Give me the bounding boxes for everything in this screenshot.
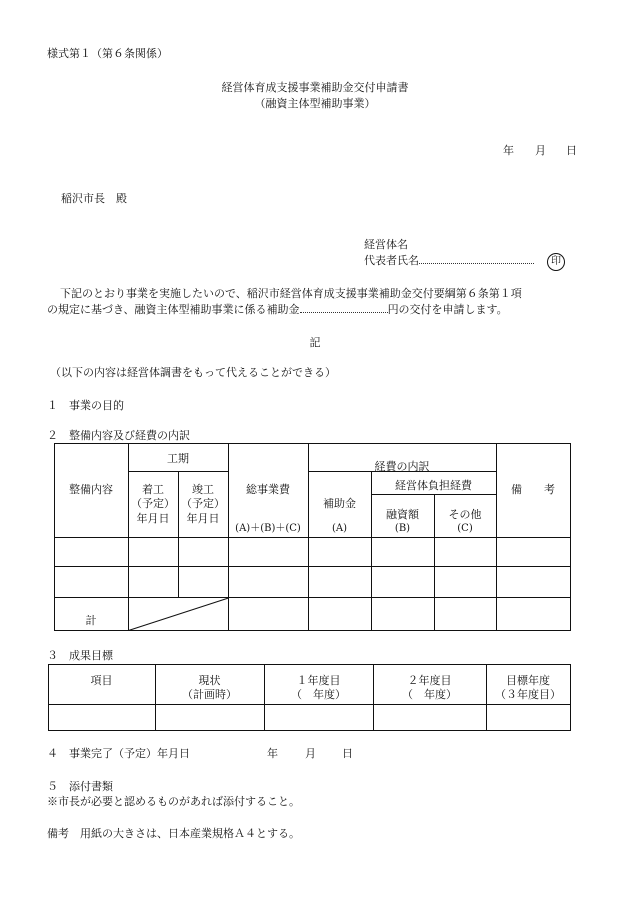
section-5-note: ※市長が必要と認めるものがあれば添付すること。	[47, 795, 300, 808]
document-title: 経営体育成支援事業補助金交付申請書	[221, 81, 409, 94]
header-target	[486, 674, 570, 703]
section-4-heading: ４ 事業完了（予定）年月日	[47, 747, 190, 760]
header-subsidy: 補助金	[323, 497, 356, 510]
header-subsidy-code: (A)	[331, 523, 348, 534]
representative-label: 代表者氏名	[364, 254, 419, 267]
header-total: 総事業費	[246, 483, 290, 496]
header-loan-label: 融資額	[386, 508, 419, 521]
header-end	[178, 483, 228, 526]
remark: 備考 用紙の大きさは、日本産業規格Ａ４とする。	[47, 827, 300, 840]
header-start	[128, 483, 178, 526]
header-year2-2: （ 年度）	[402, 688, 457, 702]
date-day: 日	[566, 144, 577, 157]
date-month: 月	[535, 144, 546, 157]
header-burden: 経営体負担経費	[395, 479, 472, 492]
completion-month: 月	[305, 747, 316, 760]
header-period: 工期	[167, 452, 189, 465]
header-other-code: (C)	[457, 523, 473, 535]
ki-label: 記	[309, 336, 321, 349]
header-end-1: 竣工	[192, 483, 214, 496]
header-start-2: （予定）	[131, 497, 175, 511]
header-loan	[371, 508, 434, 535]
header-year1-1: １年度目	[296, 674, 341, 687]
entity-name-label: 経営体名	[364, 238, 408, 251]
header-other	[434, 508, 496, 535]
header-start-1: 着工	[142, 483, 164, 496]
subsidy-word: 補助金	[266, 303, 300, 316]
note: （以下の内容は経営体調書をもって代えることができる）	[50, 366, 336, 379]
document-subtitle: （融資主体型補助事業）	[254, 97, 376, 110]
header-other-label: その他	[448, 508, 482, 521]
seal-icon: 印	[547, 253, 565, 271]
completion-day: 日	[342, 747, 353, 760]
header-target-2: （３年度目）	[495, 688, 561, 702]
section-2-heading: ２ 整備内容及び経費の内訳	[47, 429, 190, 442]
section-3-heading: ３ 成果目標	[47, 649, 113, 662]
total-label: 計	[85, 614, 97, 627]
header-end-2: （予定）	[181, 497, 225, 511]
header-current-1: 現状	[198, 674, 221, 687]
header-content: 整備内容	[69, 483, 113, 496]
addressee: 稲沢市長 殿	[61, 192, 127, 205]
header-year2-1: ２年度目	[407, 674, 452, 687]
header-item: 項目	[90, 674, 113, 687]
date-year: 年	[503, 144, 514, 157]
header-breakdown: 経費の内訳	[374, 460, 430, 473]
section-1-heading: １ 事業の目的	[47, 399, 124, 412]
body-line-1: 下記のとおり事業を実施したいので、稲沢市経営体育成支援事業補助金交付要綱第６条第１項	[60, 287, 522, 300]
header-start-3: 年月日	[136, 511, 170, 525]
body-line-2c: 円の交付を申請します。	[387, 303, 508, 316]
header-year1-2: （ 年度）	[291, 688, 346, 702]
body-line-2a: の規定に基づき、融資主体型補助事業に係る	[47, 303, 267, 316]
form-label: 様式第１（第６条関係）	[47, 47, 168, 60]
header-current	[155, 674, 264, 703]
completion-year: 年	[267, 747, 278, 760]
header-year1	[264, 674, 373, 703]
header-target-1: 目標年度	[506, 674, 550, 687]
header-loan-code: (B)	[394, 523, 411, 535]
header-year2	[373, 674, 486, 703]
header-end-3: 年月日	[186, 511, 220, 525]
section-5-heading: ５ 添付書類	[47, 780, 113, 793]
header-current-2: （計画時）	[182, 688, 237, 702]
header-remarks: 備 考	[511, 483, 555, 496]
header-total-formula: (A)＋(B)＋(C)	[235, 523, 301, 534]
